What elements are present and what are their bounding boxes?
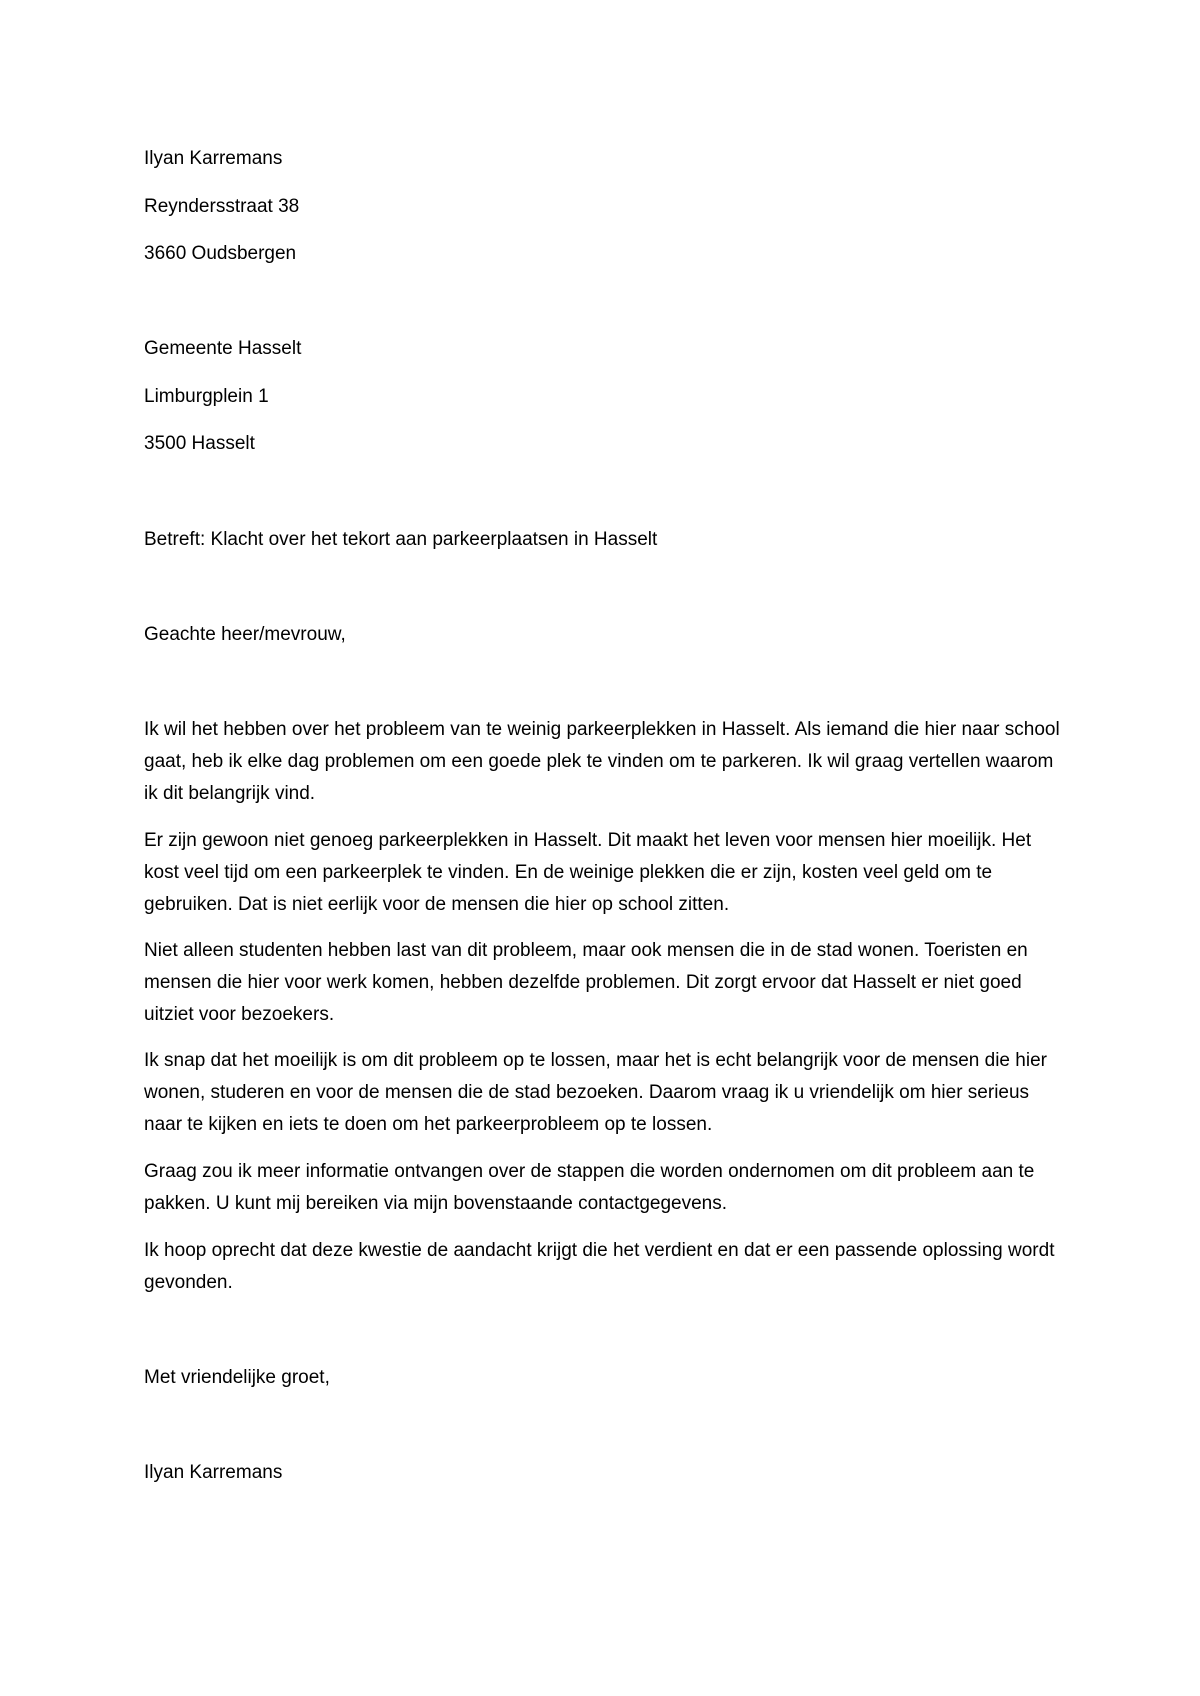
body-paragraph-3: Niet alleen studenten hebben last van dit probleem, maar ook mensen die in de stad wonen. Toeristen en mensen die hier voor werk komen, hebben dezelfde problemen. Dit zorgt ervoor dat Hasselt er niet goed uitziet voor bezoekers.	[144, 940, 1028, 1025]
body-paragraph-1: Ik wil het hebben over het probleem van te weinig parkeerplekken in Hasselt. Als iemand die hier naar school gaat, heb ik elke dag problemen om een goede plek te vinden om te parkeren. Ik wil graag vertellen waarom ik dit belangrijk vind.	[144, 719, 1060, 804]
body-paragraph-2: Er zijn gewoon niet genoeg parkeerplekken in Hasselt. Dit maakt het leven voor mensen hier moeilijk. Het kost veel tijd om een parkeerplek te vinden. En de weinige plekken die er zijn, kosten veel geld om te gebruiken. Dat is niet eerlijk voor de mensen die hier op school zitten.	[144, 830, 1032, 915]
recipient-street: Limburgplein 1	[144, 386, 269, 407]
body-paragraph-4: Ik snap dat het moeilijk is om dit probleem op te lossen, maar het is echt belangrijk voor de mensen die hier wonen, studeren en voor de mensen die de stad bezoeken. Daarom vraag ik u vriendelijk om hier serieus naar te kijken en iets te doen om het parkeerprobleem op te lossen.	[144, 1050, 1047, 1135]
sender-name: Ilyan Karremans	[144, 148, 283, 169]
sender-city: 3660 Oudsbergen	[144, 243, 297, 264]
signature: Ilyan Karremans	[144, 1462, 283, 1483]
sender-street: Reyndersstraat 38	[144, 196, 300, 217]
body-paragraph-6: Ik hoop oprecht dat deze kwestie de aandacht krijgt die het verdient en dat er een passende oplossing wordt gevonden.	[144, 1240, 1055, 1293]
subject-line: Betreft: Klacht over het tekort aan parkeerplaatsen in Hasselt	[144, 529, 658, 550]
body-paragraph-5: Graag zou ik meer informatie ontvangen over de stappen die worden ondernomen om dit probleem aan te pakken. U kunt mij bereiken via mijn bovenstaande contactgegevens.	[144, 1161, 1035, 1214]
salutation: Geachte heer/mevrouw,	[144, 624, 346, 645]
closing: Met vriendelijke groet,	[144, 1367, 330, 1388]
recipient-name: Gemeente Hasselt	[144, 338, 302, 359]
recipient-city: 3500 Hasselt	[144, 433, 255, 454]
